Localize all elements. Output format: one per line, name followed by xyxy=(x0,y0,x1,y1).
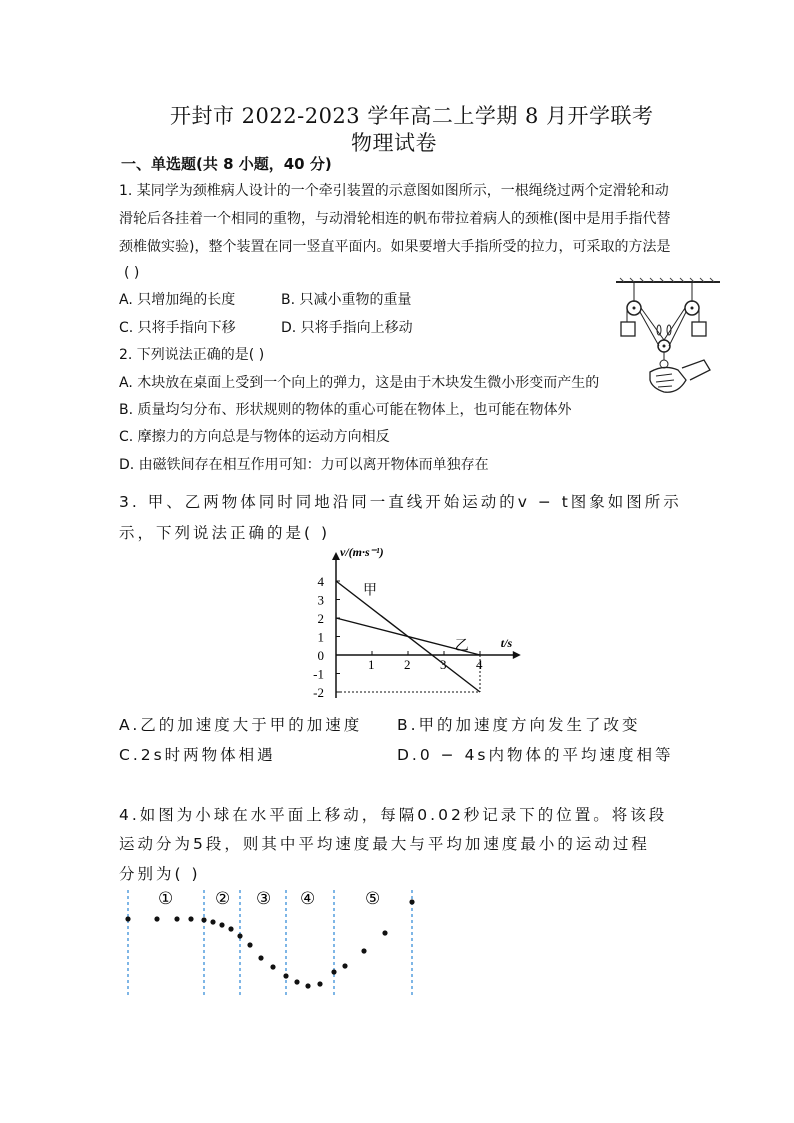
segment-label-2: ② xyxy=(215,889,231,908)
paper-title: 开封市 2022-2023 学年高二上学期 8 月开学联考 xyxy=(170,104,654,128)
q1-blank: ( ) xyxy=(124,265,140,281)
y-tick-label: -1 xyxy=(313,666,324,682)
ball-dot xyxy=(258,955,263,960)
ball-dot xyxy=(210,919,215,924)
q2-option-d: D. 由磁铁间存在相互作用可知：力可以离开物体而单独存在 xyxy=(119,457,489,473)
q4-line2: 运动分为5段，则其中平均速度最大与平均加速度最小的运动过程 xyxy=(119,835,650,853)
ball-dot xyxy=(247,942,252,947)
q1-option-d: D. 只将手指向上移动 xyxy=(281,320,413,336)
q2-stem: 2. 下列说法正确的是( ) xyxy=(119,347,265,363)
y-tick-label: 0 xyxy=(317,648,324,663)
q1-option-a: A. 只增加绳的长度 xyxy=(119,292,236,308)
paper-subtitle: 物理试卷 xyxy=(351,131,437,155)
ball-dot xyxy=(228,926,233,931)
segment-label-3: ③ xyxy=(256,889,272,908)
q2-option-b: B. 质量均匀分布、形状规则的物体的重心可能在物体上，也可能在物体外 xyxy=(119,402,572,418)
x-axis-label: t/s xyxy=(500,636,513,650)
q2-option-c: C. 摩擦力的方向总是与物体的运动方向相反 xyxy=(119,429,390,445)
segment-label-1: ① xyxy=(158,889,174,908)
pulley-figure xyxy=(612,276,724,404)
y-tick-label: 3 xyxy=(317,592,324,608)
q1-line1: 1. 某同学为颈椎病人设计的一个牵引装置的示意图如图所示，一根绳绕过两个定滑轮和动 xyxy=(119,183,669,199)
y-tick-label: -2 xyxy=(313,685,324,700)
ball-dot xyxy=(219,922,224,927)
ball-dot xyxy=(331,969,336,974)
x-tick-label: 4 xyxy=(476,657,483,672)
q3-line2: 示，下列说法正确的是( ) xyxy=(119,524,331,542)
ball-dot xyxy=(237,933,242,938)
q3-line1: 3. 甲、乙两物体同时同地沿同一直线开始运动的v − t图象如图所示 xyxy=(119,493,682,511)
ball-dot xyxy=(409,899,414,904)
ball-dot xyxy=(154,916,159,921)
q3-option-b: B.甲的加速度方向发生了改变 xyxy=(397,716,641,734)
ball-dot xyxy=(270,964,275,969)
q1-line2: 滑轮后各挂着一个相同的重物，与动滑轮相连的帆布带拉着病人的颈椎(图中是用手指代替 xyxy=(119,211,671,227)
y-tick-label: 1 xyxy=(317,629,324,645)
section-heading: 一、单选题(共 8 小题，40 分) xyxy=(121,155,332,173)
ball-dot xyxy=(125,916,130,921)
q1-option-b: B. 只减小重物的重量 xyxy=(281,292,412,308)
y-tick-label: 2 xyxy=(317,611,324,626)
x-tick-label: 2 xyxy=(404,657,411,672)
motion-figure xyxy=(110,884,430,1000)
ball-dot xyxy=(174,916,179,921)
q1-line3: 颈椎做实验)，整个装置在同一竖直平面内。如果要增大手指所受的拉力，可采取的方法是 xyxy=(119,239,671,255)
segment-label-4: ④ xyxy=(300,889,316,908)
x-axis-arrow xyxy=(513,651,521,659)
y-axis-arrow xyxy=(332,552,340,560)
q1-option-c: C. 只将手指向下移 xyxy=(119,320,236,336)
y-axis-label: v/(m·s⁻¹) xyxy=(340,545,384,559)
ball-dot xyxy=(201,917,206,922)
q4-line1: 4.如图为小球在水平面上移动，每隔0.02秒记录下的位置。将该段 xyxy=(119,806,668,824)
x-tick-label: 1 xyxy=(368,657,375,672)
x-tick-label: 3 xyxy=(440,657,447,672)
series-label-2: 乙 xyxy=(454,638,469,654)
ball-dot xyxy=(382,930,387,935)
ball-dot xyxy=(283,973,288,978)
q4-line3: 分别为( ) xyxy=(119,865,201,883)
ball-dot xyxy=(342,963,347,968)
q3-option-c: C.2s时两物体相遇 xyxy=(119,746,276,764)
ball-dot xyxy=(188,916,193,921)
ball-dot xyxy=(305,983,310,988)
ball-dot xyxy=(361,948,366,953)
series-label-1: 甲 xyxy=(363,583,377,599)
segment-label-5: ⑤ xyxy=(365,889,381,908)
vt-chart xyxy=(306,544,526,704)
q3-option-d: D.0 − 4s内物体的平均速度相等 xyxy=(397,746,674,764)
ball-dot xyxy=(317,981,322,986)
y-tick-label: 4 xyxy=(317,574,324,589)
q2-option-a: A. 木块放在桌面上受到一个向上的弹力，这是由于木块发生微小形变而产生的 xyxy=(119,375,600,391)
ball-dot xyxy=(294,979,299,984)
q3-option-a: A.乙的加速度大于甲的加速度 xyxy=(119,716,363,734)
